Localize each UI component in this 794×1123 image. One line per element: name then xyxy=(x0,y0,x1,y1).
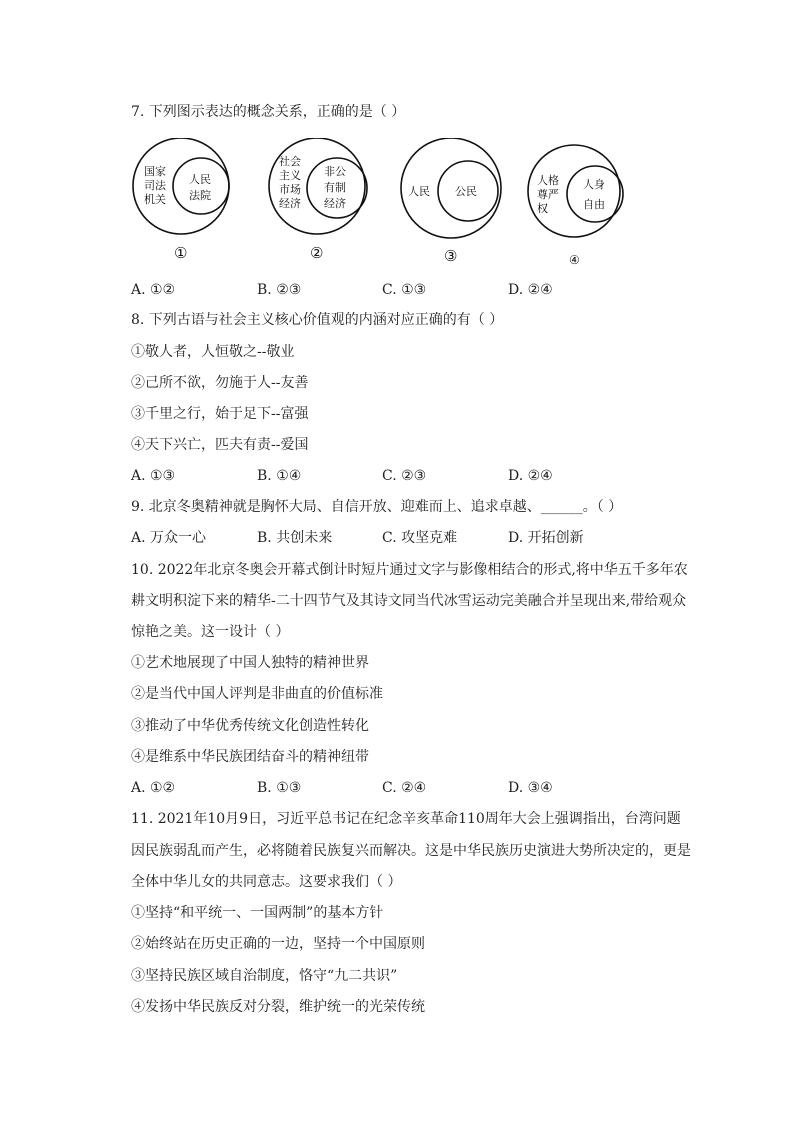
q7-option-a[interactable]: A. ①② xyxy=(131,282,176,298)
figure-3-outer-label: 人民 xyxy=(408,185,430,198)
figure-1-inner-circle xyxy=(173,158,229,214)
q11-stem-line-2: 因民族弱乱而产生，必将随着民族复兴而解决。这是中华民族历史演进大势所决定的，更是 xyxy=(131,843,691,859)
figure-2-inner-line-3: 经济 xyxy=(324,197,346,210)
figure-4-number: ④ xyxy=(569,253,580,267)
q10-item-4: ④是维系中华民族团结奋斗的精神纽带 xyxy=(131,749,369,765)
figure-4-outer-line-1: 人格 xyxy=(537,174,559,187)
figure-2-outer-line-3: 市场 xyxy=(279,183,301,196)
q10-stem-line-2: 耕文明积淀下来的精华-二十四节气及其诗文同当代冰雪运动完美融合并呈现出来,带给观众 xyxy=(131,593,687,609)
q7-diagram-svg xyxy=(131,138,651,268)
q7-option-c[interactable]: C. ①③ xyxy=(382,282,427,298)
q10-option-b[interactable]: B. ①③ xyxy=(257,780,302,796)
figure-4-inner-line-1: 人身 xyxy=(583,178,605,191)
figure-1-inner-line-2: 法院 xyxy=(189,189,211,202)
q10-item-1: ①艺术地展现了中国人独特的精神世界 xyxy=(131,655,369,671)
q11-item-1: ①坚持“和平统一、一国两制”的基本方针 xyxy=(131,905,384,921)
figure-4 xyxy=(528,145,623,267)
q10-stem-line-1: 10. 2022年北京冬奥会开幕式倒计时短片通过文字与影像相结合的形式,将中华五千多年农 xyxy=(131,562,688,578)
figure-4-outer-line-2: 尊严 xyxy=(537,188,559,201)
q10-item-2: ②是当代中国人评判是非曲直的价值标准 xyxy=(131,686,383,702)
figure-4-inner-circle xyxy=(567,166,623,222)
q8-option-b[interactable]: B. ①④ xyxy=(257,468,302,484)
figure-2-number: ② xyxy=(310,244,324,262)
q11-item-2: ②始终站在历史正确的一边，坚持一个中国原则 xyxy=(131,936,425,952)
q7-option-d[interactable]: D. ②④ xyxy=(508,282,553,298)
figure-1-number: ① xyxy=(174,244,188,262)
q9-stem: 9. 北京冬奥精神就是胸怀大局、自信开放、迎难而上、追求卓越、______。（ ） xyxy=(131,499,623,515)
figure-2-inner-line-1: 非公 xyxy=(324,165,346,178)
q9-option-d[interactable]: D. 开拓创新 xyxy=(508,530,584,546)
figure-2-outer-line-2: 主义 xyxy=(279,169,301,182)
q8-option-c[interactable]: C. ②③ xyxy=(382,468,427,484)
figure-3-inner-label: 公民 xyxy=(455,185,477,198)
q8-item-3: ③千里之行，始于足下--富强 xyxy=(131,406,309,422)
figure-1 xyxy=(133,138,229,262)
figure-2-outer-line-1: 社会 xyxy=(279,155,301,168)
figure-1-outer-line-3: 机关 xyxy=(144,193,166,206)
q7-concept-diagrams xyxy=(131,138,651,268)
q8-item-1: ①敬人者，人恒敬之--敬业 xyxy=(131,344,295,360)
q7-stem: 7. 下列图示表达的概念关系，正确的是（ ） xyxy=(131,104,406,120)
q9-option-b[interactable]: B. 共创未来 xyxy=(257,530,333,546)
figure-1-inner-line-1: 人民 xyxy=(189,173,211,186)
figure-4-inner-line-2: 自由 xyxy=(583,198,605,211)
q7-option-b[interactable]: B. ②③ xyxy=(257,282,302,298)
q8-option-d[interactable]: D. ②④ xyxy=(508,468,553,484)
q10-option-d[interactable]: D. ③④ xyxy=(508,780,553,796)
figure-3 xyxy=(401,138,501,265)
q8-item-2: ②己所不欲，勿施于人--友善 xyxy=(131,375,309,391)
q11-stem-line-3: 全体中华儿女的共同意志。这要求我们（ ） xyxy=(131,874,402,890)
q9-option-c[interactable]: C. 攻坚克难 xyxy=(382,530,458,546)
q11-item-3: ③坚持民族区域自治制度，恪守“九二共识” xyxy=(131,968,398,984)
q10-stem-line-3: 惊艳之美。这一设计（ ） xyxy=(131,624,290,640)
q10-item-3: ③推动了中华优秀传统文化创造性转化 xyxy=(131,718,369,734)
figure-2 xyxy=(269,138,367,262)
figure-3-number: ③ xyxy=(444,247,458,265)
figure-2-inner-line-2: 有制 xyxy=(324,181,346,194)
q11-stem-line-1: 11. 2021年10月9日，习近平总书记在纪念辛亥革命110周年大会上强调指出，台湾问题 xyxy=(131,811,681,827)
q11-item-4: ④发扬中华民族反对分裂，维护统一的光荣传统 xyxy=(131,999,425,1015)
figure-2-outer-line-4: 经济 xyxy=(279,197,301,210)
q10-option-a[interactable]: A. ①② xyxy=(131,780,176,796)
figure-4-outer-line-3: 权 xyxy=(537,202,548,215)
q9-option-a[interactable]: A. 万众一心 xyxy=(131,530,207,546)
q8-stem: 8. 下列古语与社会主义核心价值观的内涵对应正确的有（ ） xyxy=(131,312,504,328)
q10-option-c[interactable]: C. ②④ xyxy=(382,780,427,796)
q8-option-a[interactable]: A. ①③ xyxy=(131,468,176,484)
q8-item-4: ④天下兴亡，匹夫有责--爱国 xyxy=(131,437,309,453)
figure-1-outer-line-2: 司法 xyxy=(144,179,166,192)
figure-1-outer-line-1: 国家 xyxy=(144,165,166,178)
